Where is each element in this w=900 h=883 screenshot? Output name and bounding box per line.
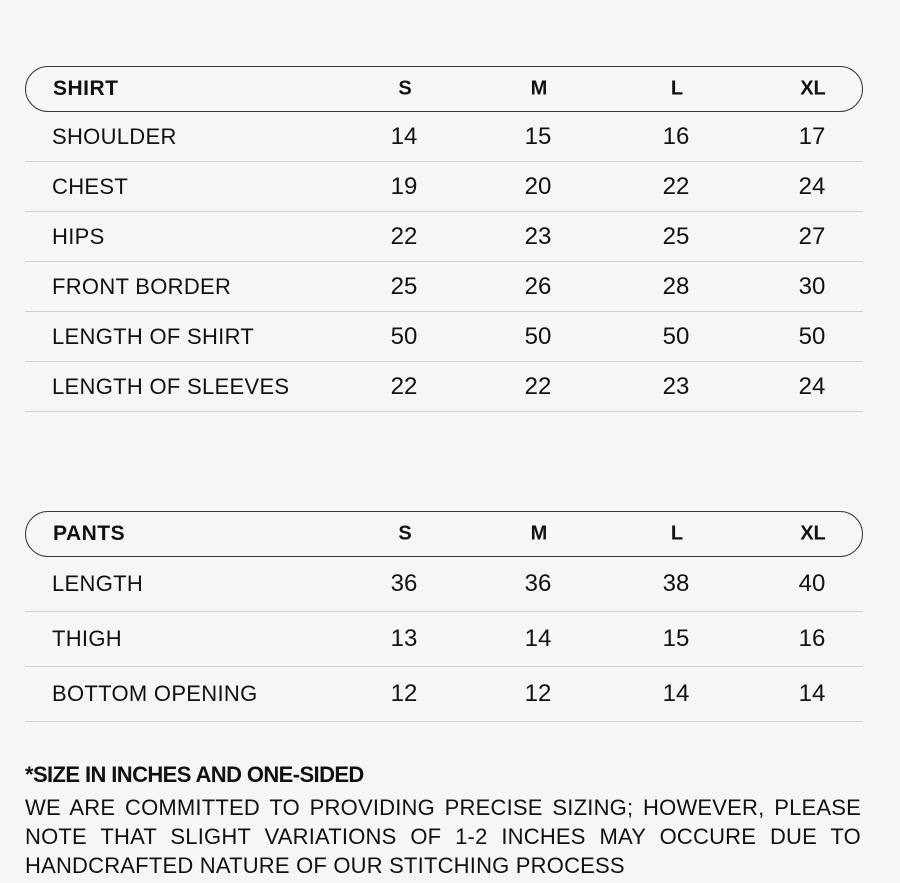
sizing-note-title: *SIZE IN INCHES AND ONE-SIDED [25,762,364,787]
table-row-front-border [25,262,863,312]
value-l: 22 [662,172,690,200]
value-m: 12 [524,680,552,707]
row-label: BOTTOM OPENING [52,681,258,706]
shirt-table-header [25,66,863,112]
value-xl: 17 [798,122,826,150]
table-row-shoulder [25,112,863,162]
value-l: 25 [662,222,690,250]
value-xl: 50 [798,322,826,350]
table-row-thigh [25,612,863,667]
value-xl: 24 [798,372,826,400]
value-s: 19 [390,172,418,200]
value-m: 22 [524,372,552,400]
value-l: 28 [662,272,690,300]
value-xl: 24 [798,172,826,200]
row-label: LENGTH OF SLEEVES [52,373,290,399]
value-xl: 40 [798,570,826,597]
value-xl: 14 [798,680,826,707]
pants-table-title: PANTS [53,522,126,545]
value-l: 15 [662,625,690,652]
table-row-bottom-opening [25,667,863,722]
column-header-xl: XL [800,522,826,545]
row-label: LENGTH OF SHIRT [52,323,255,349]
value-s: 12 [390,680,418,707]
row-label: SHOULDER [52,123,177,149]
column-header-m: M [530,522,548,545]
value-m: 36 [524,570,552,597]
shirt-table-title: SHIRT [53,77,119,100]
value-m: 50 [524,322,552,350]
shirt-size-table [25,66,863,412]
value-m: 26 [524,272,552,300]
value-s: 13 [390,625,418,652]
pants-table-header [25,511,863,557]
value-l: 14 [662,680,690,707]
value-s: 50 [390,322,418,350]
table-row-length-of-shirt [25,312,863,362]
value-m: 14 [524,625,552,652]
value-xl: 16 [798,625,826,652]
column-header-s: S [398,77,412,100]
row-label: FRONT BORDER [52,273,232,299]
value-l: 50 [662,322,690,350]
row-label: HIPS [52,223,105,249]
value-m: 20 [524,172,552,200]
value-l: 23 [662,372,690,400]
value-s: 25 [390,272,418,300]
value-m: 15 [524,122,552,150]
column-header-l: L [670,77,684,100]
value-s: 36 [390,570,418,597]
column-header-m: M [530,77,548,100]
pants-size-table [25,511,863,722]
column-header-xl: XL [800,77,826,100]
table-row-hips [25,212,863,262]
row-label: THIGH [52,626,122,651]
value-xl: 30 [798,272,826,300]
value-l: 16 [662,122,690,150]
table-row-length [25,557,863,612]
row-label: CHEST [52,173,129,199]
column-header-s: S [398,522,412,545]
row-label: LENGTH [52,571,144,596]
sizing-note [25,762,861,880]
value-s: 22 [390,222,418,250]
value-m: 23 [524,222,552,250]
value-xl: 27 [798,222,826,250]
column-header-l: L [670,522,684,545]
table-row-chest [25,162,863,212]
table-row-length-of-sleeves [25,362,863,412]
sizing-note-body: WE ARE COMMITTED TO PROVIDING PRECISE SIZING; HOWEVER, PLEASE NOTE THAT SLIGHT VARIATIONS OF 1-2 INCHES MAY OCCURE DUE TO HANDCRAFTED NATURE OF OUR STITCHING PROCESS [25,795,861,878]
value-s: 14 [390,122,418,150]
value-l: 38 [662,570,690,597]
value-s: 22 [390,372,418,400]
